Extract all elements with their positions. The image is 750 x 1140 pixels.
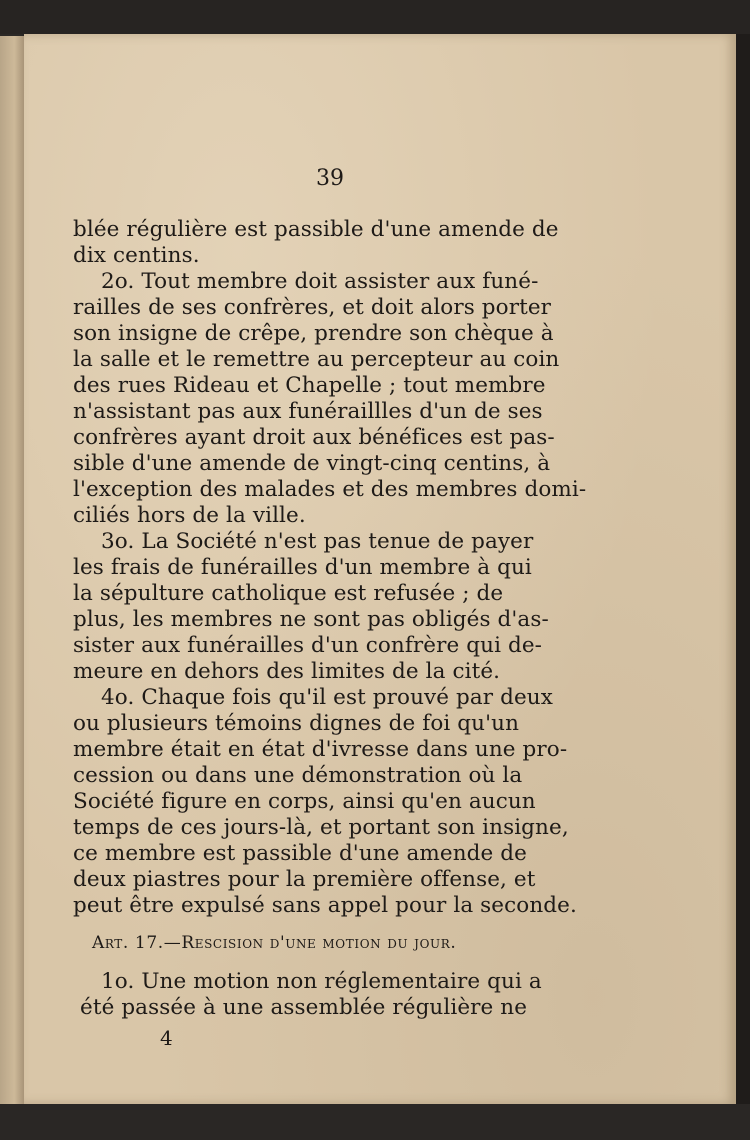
- text-line: ciliés hors de la ville.: [73, 503, 306, 528]
- article-heading: Art. 17.—Rescision d'une motion du jour.: [92, 933, 457, 953]
- text-line: les frais de funérailles d'un membre à qui: [73, 555, 532, 580]
- text-line: temps de ces jours-là, et portant son insigne,: [73, 815, 569, 840]
- text-line: n'assistant pas aux funéraillles d'un de ses: [73, 399, 543, 424]
- text-line: peut être expulsé sans appel pour la seconde.: [73, 893, 577, 918]
- text-line: meure en dehors des limites de la cité.: [73, 659, 501, 684]
- text-line: son insigne de crêpe, prendre son chèque à: [73, 321, 554, 346]
- text-line: membre était en état d'ivresse dans une pro-: [73, 737, 568, 762]
- page-edge-shadow: [736, 34, 750, 1104]
- text-line: sister aux funérailles d'un confrère qui de-: [73, 633, 543, 658]
- adjacent-page-edge: [0, 36, 24, 1104]
- text-line: la sépulture catholique est refusée ; de: [73, 581, 504, 606]
- page-number: 39: [316, 166, 344, 191]
- text-line: des rues Rideau et Chapelle ; tout membre: [73, 373, 546, 398]
- text-line: été passée à une assemblée régulière ne: [80, 995, 528, 1020]
- text-line: cession ou dans une démonstration où la: [73, 763, 523, 788]
- text-line: 2o. Tout membre doit assister aux funé-: [101, 269, 539, 294]
- text-line: 1o. Une motion non réglementaire qui a: [101, 969, 542, 994]
- text-line: ce membre est passible d'une amende de: [73, 841, 527, 866]
- text-line: sible d'une amende de vingt-cinq centins, à: [73, 451, 551, 476]
- text-line: railles de ses confrères, et doit alors porter: [73, 295, 552, 320]
- text-line: la salle et le remettre au percepteur au coin: [73, 347, 560, 372]
- text-line: Société figure en corps, ainsi qu'en aucun: [73, 789, 536, 814]
- text-line: deux piastres pour la première offense, et: [73, 867, 536, 892]
- scanner-background-bottom: [0, 1104, 750, 1140]
- scanner-background-top: [0, 0, 750, 34]
- text-line: l'exception des malades et des membres domi-: [73, 477, 587, 502]
- text-line: ou plusieurs témoins dignes de foi qu'un: [73, 711, 520, 736]
- text-line: dix centins.: [73, 243, 200, 268]
- text-line: confrères ayant droit aux bénéfices est pas-: [73, 425, 555, 450]
- signature-mark: 4: [160, 1026, 173, 1050]
- text-line: plus, les membres ne sont pas obligés d'as-: [73, 607, 549, 632]
- text-line: blée régulière est passible d'une amende de: [73, 217, 559, 242]
- text-line: 3o. La Société n'est pas tenue de payer: [101, 529, 534, 554]
- text-line: 4o. Chaque fois qu'il est prouvé par deux: [101, 685, 553, 710]
